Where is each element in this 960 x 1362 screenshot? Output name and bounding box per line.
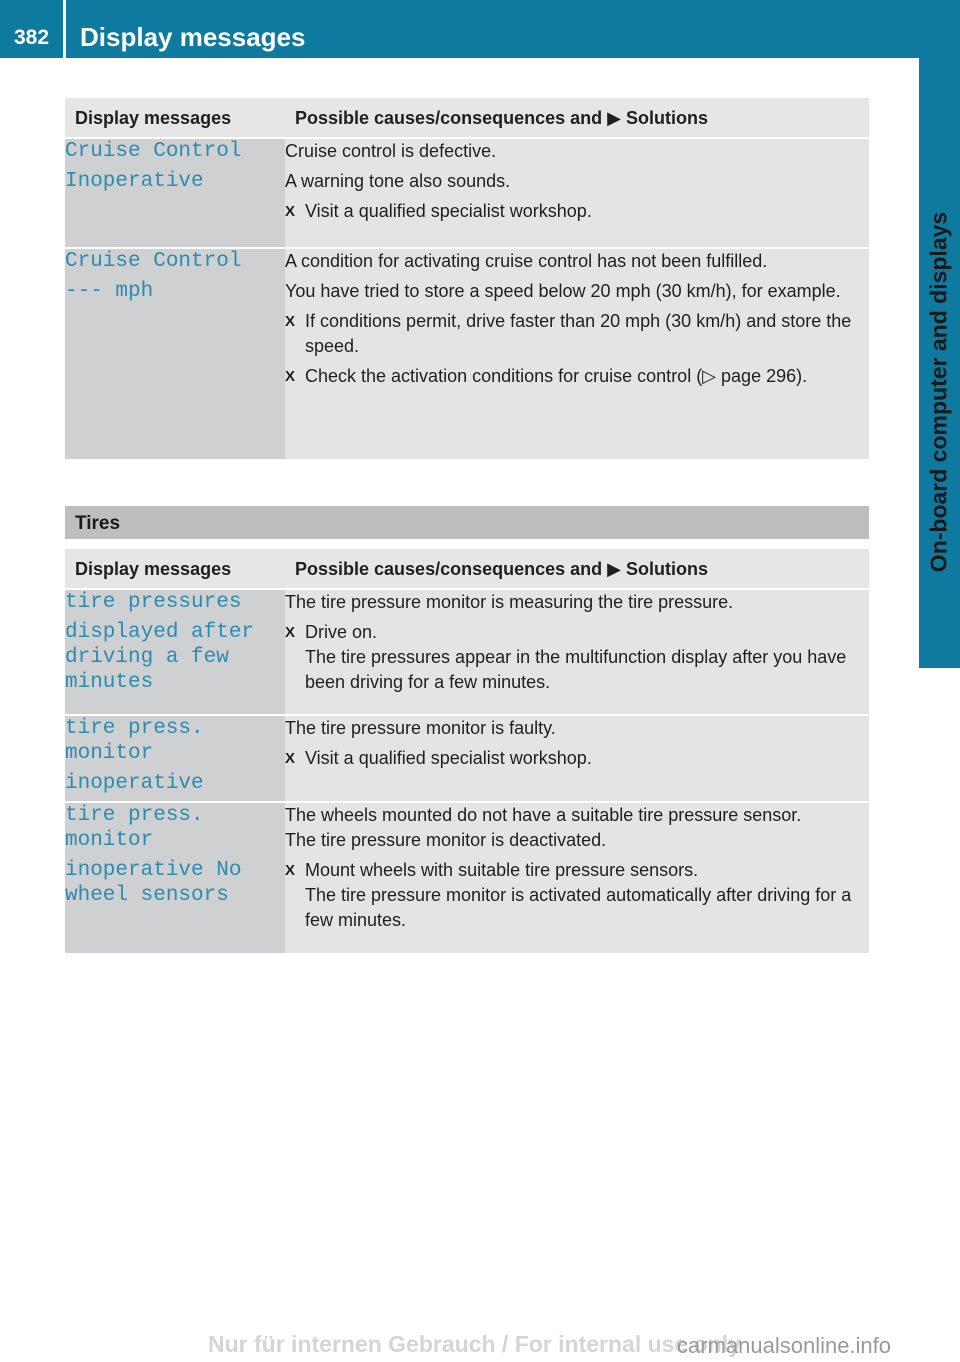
cause-text: The wheels mounted do not have a suitable tire pressure sensor. (285, 805, 802, 825)
solution-step (285, 364, 869, 389)
table-row (65, 802, 869, 953)
solution-cell (285, 715, 869, 802)
tires-table (65, 549, 869, 953)
step-result-text: The tire pressure monitor is activated automatically after driving for a few minutes. (305, 885, 852, 930)
column-header-display-messages: Display messages (65, 549, 285, 589)
solution-cell (285, 589, 869, 715)
step-arrow-icon: X (285, 624, 296, 641)
site-watermark: carmanualsonline.info (677, 1333, 892, 1358)
solution-step (285, 746, 869, 771)
table-row (65, 589, 869, 715)
step-arrow-icon: X (285, 368, 296, 385)
internal-use-watermark: Nur für internen Gebrauch / For internal use only (208, 1331, 741, 1357)
column-header-display-messages: Display messages (65, 98, 285, 138)
step-text: Visit a qualified specialist workshop. (305, 748, 592, 768)
step-arrow-icon: X (285, 862, 296, 879)
display-message-line: --- mph (65, 280, 154, 303)
solution-step (285, 199, 869, 224)
message-cell (65, 802, 285, 953)
display-message-line: displayed after driving a few minutes (65, 621, 255, 694)
cause-text: You have tried to store a speed below 20 mph (30 km/h), for example. (285, 281, 841, 301)
table-header-row (65, 549, 869, 589)
step-text: Mount wheels with suitable tire pressure sensors. (305, 860, 699, 880)
cause-text: Cruise control is defective. (285, 141, 497, 161)
solution-cell (285, 248, 869, 459)
cause-text: The tire pressure monitor is deactivated. (285, 830, 607, 850)
cruise-control-table (65, 98, 869, 459)
display-message-line: tire press. monitor (65, 804, 204, 852)
step-text: Visit a qualified specialist workshop. (305, 201, 592, 221)
cause-text: A warning tone also sounds. (285, 171, 511, 191)
table-row (65, 138, 869, 248)
cause-text: A condition for activating cruise control has not been fulfilled. (285, 251, 768, 271)
display-message-line: inoperative (65, 772, 204, 795)
section-heading-tires: Tires (65, 506, 869, 539)
message-cell (65, 138, 285, 248)
section-tab-label: On-board computer and displays (925, 211, 952, 573)
display-message-line: inoperative No wheel sensors (65, 859, 242, 907)
step-arrow-icon: X (285, 203, 296, 220)
display-message-line: tire press. monitor (65, 717, 204, 765)
solution-cell (285, 138, 869, 248)
message-cell (65, 589, 285, 715)
cause-text: The tire pressure monitor is measuring the tire pressure. (285, 592, 734, 612)
solution-cell (285, 802, 869, 953)
header-divider (63, 0, 66, 58)
display-message-line: Inoperative (65, 170, 204, 193)
message-cell (65, 715, 285, 802)
solution-step (285, 858, 869, 933)
page-number: 382 (14, 26, 50, 49)
message-cell (65, 248, 285, 459)
step-text: If conditions permit, drive faster than 20 mph (30 km/h) and store the speed. (305, 311, 852, 356)
table-header-row (65, 98, 869, 138)
page-title: Display messages (80, 22, 306, 52)
display-message-line: Cruise Control (65, 140, 242, 163)
step-result-text: The tire pressures appear in the multifunction display after you have been driving for a few minutes. (305, 647, 847, 692)
step-text: Drive on. (305, 622, 378, 642)
display-message-line: tire pressures (65, 591, 242, 614)
cause-text: The tire pressure monitor is faulty. (285, 718, 556, 738)
solution-step (285, 309, 869, 359)
step-text: Check the activation conditions for cruise control (▷ page 296). (305, 366, 808, 386)
column-header-solutions: Possible causes/consequences and ▶ Solutions (285, 98, 869, 138)
solution-step (285, 620, 869, 695)
step-arrow-icon: X (285, 313, 296, 330)
column-header-solutions: Possible causes/consequences and ▶ Solutions (285, 549, 869, 589)
table-row (65, 248, 869, 459)
display-message-line: Cruise Control (65, 250, 242, 273)
table-row (65, 715, 869, 802)
step-arrow-icon: X (285, 750, 296, 767)
